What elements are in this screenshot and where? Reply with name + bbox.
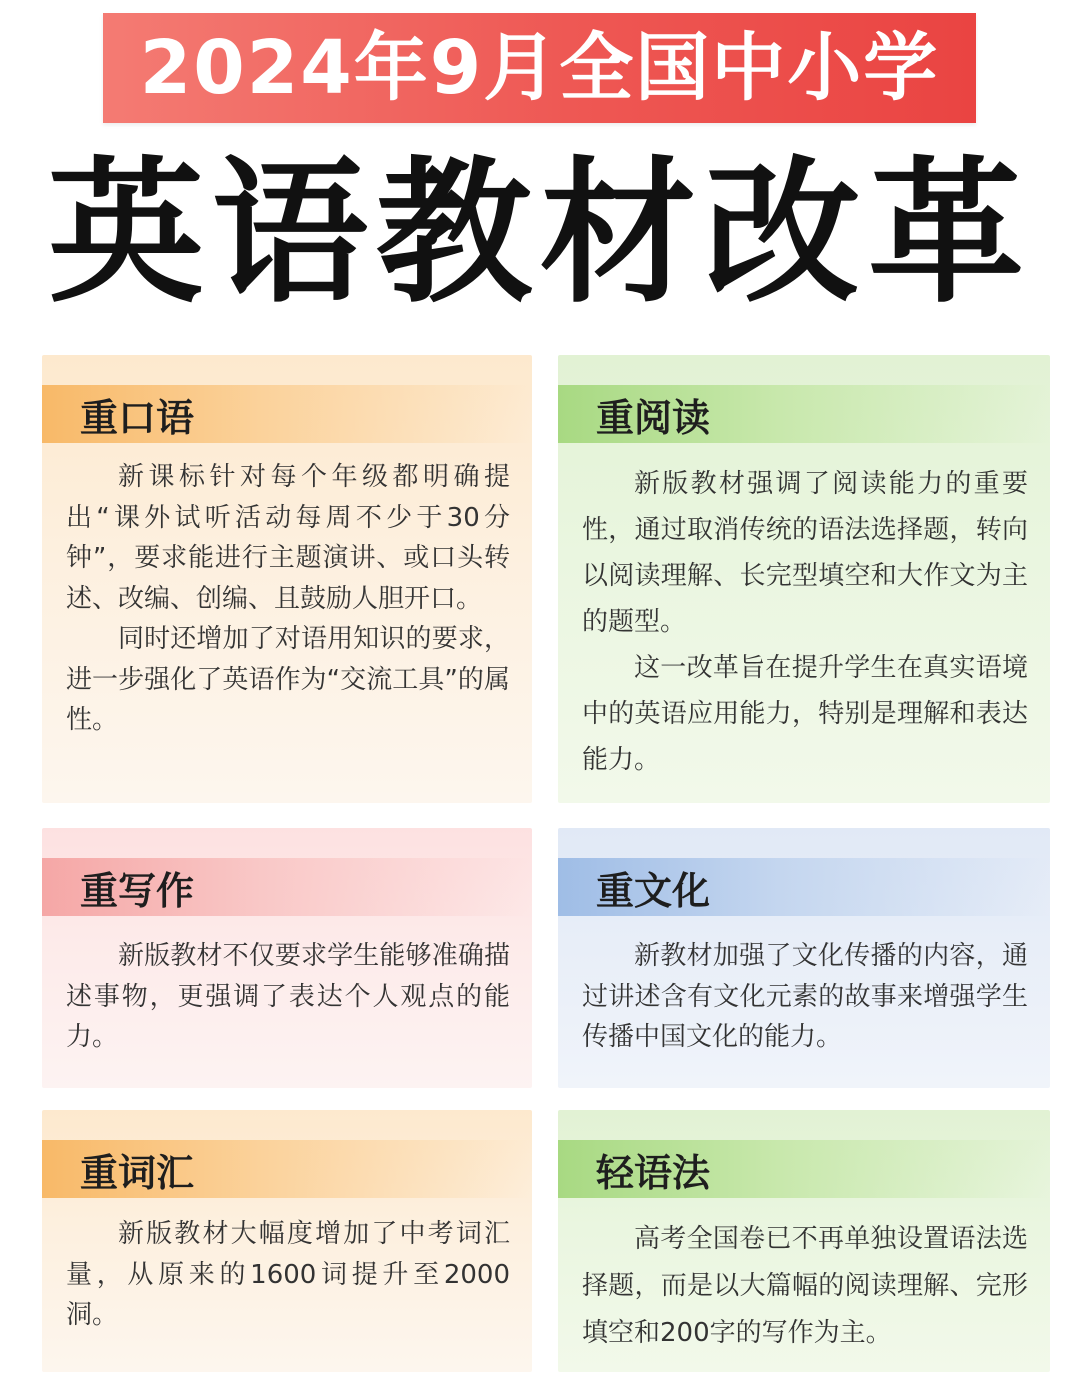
card-speaking: [42, 355, 532, 803]
card-paragraph: 这一改革旨在提升学生在真实语境中的英语应用能力，特别是理解和表达能力。: [582, 653, 1028, 775]
header-banner: [103, 13, 976, 123]
card-heading: 重口语: [42, 385, 532, 443]
card-reading: [558, 355, 1050, 803]
card-heading: 重文化: [558, 858, 1050, 916]
card-paragraph: 新课标针对每个年级都明确提出“课外试听活动每周不少于30分钟”，要求能进行主题演讲、或口头转述、改编、创编、且鼓励人胆开口。: [66, 462, 510, 614]
card-body: [66, 936, 510, 1058]
card-heading: 重阅读: [558, 385, 1050, 443]
card-heading: 重词汇: [42, 1140, 532, 1198]
card-body: [582, 1216, 1028, 1357]
card-body: [582, 461, 1028, 783]
card-paragraph: 新版教材强调了阅读能力的重要性，通过取消传统的语法选择题，转向以阅读理解、长完型填空和大作文为主的题型。: [582, 469, 1028, 637]
card-paragraph: 高考全国卷已不再单独设置语法选择题，而是以大篇幅的阅读理解、完形填空和200字的写作为主。: [582, 1224, 1028, 1348]
card-vocabulary: [42, 1110, 532, 1372]
card-paragraph: 新版教材不仅要求学生能够准确描述事物，更强调了表达个人观点的能力。: [66, 941, 510, 1052]
card-heading: 轻语法: [558, 1140, 1050, 1198]
card-paragraph: 新教材加强了文化传播的内容，通过讲述含有文化元素的故事来增强学生传播中国文化的能力。: [582, 941, 1028, 1052]
card-culture: [558, 828, 1050, 1088]
card-heading: 重写作: [42, 858, 532, 916]
card-writing: [42, 828, 532, 1088]
page-title: 英语教材改革: [48, 142, 1032, 324]
card-paragraph: 同时还增加了对语用知识的要求，进一步强化了英语作为“交流工具”的属性。: [66, 624, 510, 735]
card-grammar: [558, 1110, 1050, 1372]
card-body: [66, 457, 510, 741]
card-body: [66, 1214, 510, 1336]
banner-text: 2024年9月全国中小学: [139, 25, 940, 111]
card-body: [582, 936, 1028, 1058]
card-paragraph: 新版教材大幅度增加了中考词汇量，从原来的1600词提升至2000洞。: [66, 1219, 510, 1330]
